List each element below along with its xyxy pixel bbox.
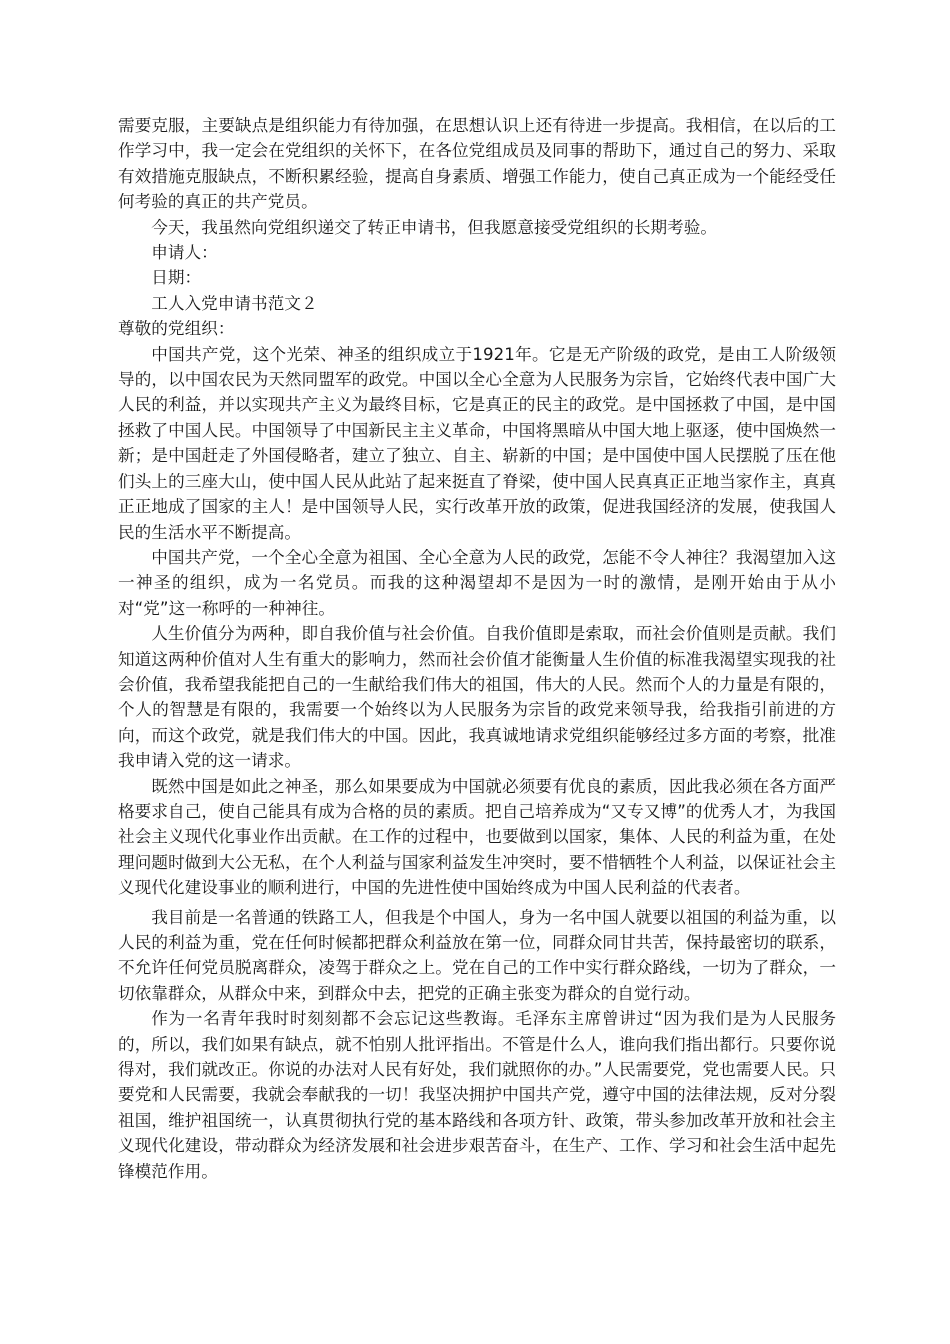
salutation: 尊敬的党组织：	[118, 319, 235, 339]
document-body	[118, 113, 836, 1184]
section-title: 工人入党申请书范文２	[151, 293, 318, 313]
paragraph-party-intro: 中国共产党，这个光荣、神圣的组织成立于1921年。它是无产阶级的政党，是由工人阶级领导的，以中国农民为天然同盟军的政党。中国以全心全意为人民服务为宗旨，它始终代表中国广大人民的利益，并以实现共产主义为最终目标，它是真正的民主的政党。是中国拯救了中国，是中国拯救了中国人民。中国领导了中国新民主主义革命，中国将黑暗从中国大地上驱逐，使中国焕然一新；是中国赶走了外国侵略者，建立了独立、自主、崭新的中国；是中国使中国人民摆脱了压在他们头上的三座大山，使中国人民从此站了起来挺直了脊梁，使中国人民真真正正地当家作主，真真正正地成了国家的主人！是中国领导人民，实行改革开放的政策，促进我国经济的发展，使我国人民的生活水平不断提高。	[118, 344, 836, 542]
paragraph-life-value: 人生价值分为两种，即自我价值与社会价值。自我价值即是索取，而社会价值则是贡献。我们知道这两种价值对人生有重大的影响力，然而社会价值才能衡量人生价值的标准我渴望实现我的社会价值，我希望我能把自己的一生献给我们伟大的祖国，伟大的人民。然而个人的力量是有限的，个人的智慧是有限的，我需要一个始终以为人民服务为宗旨的政党来领导我，给我指引前进的方向，而这个政党，就是我们伟大的中国。因此，我真诚地请求党组织能够经过多方面的考察，批准我申请入党的这一请求。	[118, 624, 836, 771]
paragraph-submission: 今天，我虽然向党组织递交了转正申请书，但我愿意接受党组织的长期考验。	[151, 217, 718, 237]
applicant-line: 申请人：	[151, 243, 218, 263]
paragraph-continuation: 需要克服，主要缺点是组织能力有待加强，在思想认识上还有待进一步提高。我相信，在以后的工作学习中，我一定会在党组织的关怀下，在各位党组成员及同事的帮助下，通过自己的努力、采取有效措施克服缺点，不断积累经验，提高自身素质、增强工作能力，使自己真正成为一个能经受任何考验的真正的共产党员。	[118, 116, 836, 212]
paragraph-aspiration: 中国共产党，一个全心全意为祖国、全心全意为人民的政党，怎能不令人神往？我渴望加入这一神圣的组织，成为一名党员。而我的这种渴望却不是因为一时的激情，是刚开始由于从小对“党”这一称呼的一种神往。	[118, 547, 836, 618]
paragraph-quality: 既然中国是如此之神圣，那么如果要成为中国就必须要有优良的素质，因此我必须在各方面严格要求自己，使自己能具有成为合格的员的素质。把自己培养成为“又专又博”的优秀人才，为我国社会主义现代化事业作出贡献。在工作的过程中，也要做到以国家，集体、人民的利益为重，在处理问题时做到大公无私，在个人利益与国家利益发生冲突时，要不惜牺牲个人利益，以保证社会主义现代化建设事业的顺利进行，中国的先进性使中国始终成为中国人民利益的代表者。	[118, 776, 836, 898]
date-line: 日期：	[151, 268, 202, 288]
paragraph-youth-pledge: 作为一名青年我时时刻刻都不会忘记这些教诲。毛泽东主席曾讲过“因为我们是为人民服务的，所以，我们如果有缺点，就不怕别人批评指出。不管是什么人，谁向我们指出都行。只要你说得对，我们就改正。你说的办法对人民有好处，我们就照你的办。”人民需要党，党也需要人民。只要党和人民需要，我就会奉献我的一切！我坚决拥护中国共产党，遵守中国的法律法规，反对分裂祖国，维护祖国统一，认真贯彻执行党的基本路线和各项方针、政策，带头参加改革开放和社会主义现代化建设，带动群众为经济发展和社会进步艰苦奋斗，在生产、工作、学习和社会生活中起先锋模范作用。	[118, 1009, 836, 1181]
paragraph-railway-worker: 我目前是一名普通的铁路工人，但我是个中国人，身为一名中国人就要以祖国的利益为重，以人民的利益为重，党在任何时候都把群众利益放在第一位，同群众同甘共苦，保持最密切的联系，不允许任何党员脱离群众，凌驾于群众之上。党在自己的工作中实行群众路线，一切为了群众，一切依靠群众，从群众中来，到群众中去，把党的正确主张变为群众的自觉行动。	[118, 907, 836, 1003]
